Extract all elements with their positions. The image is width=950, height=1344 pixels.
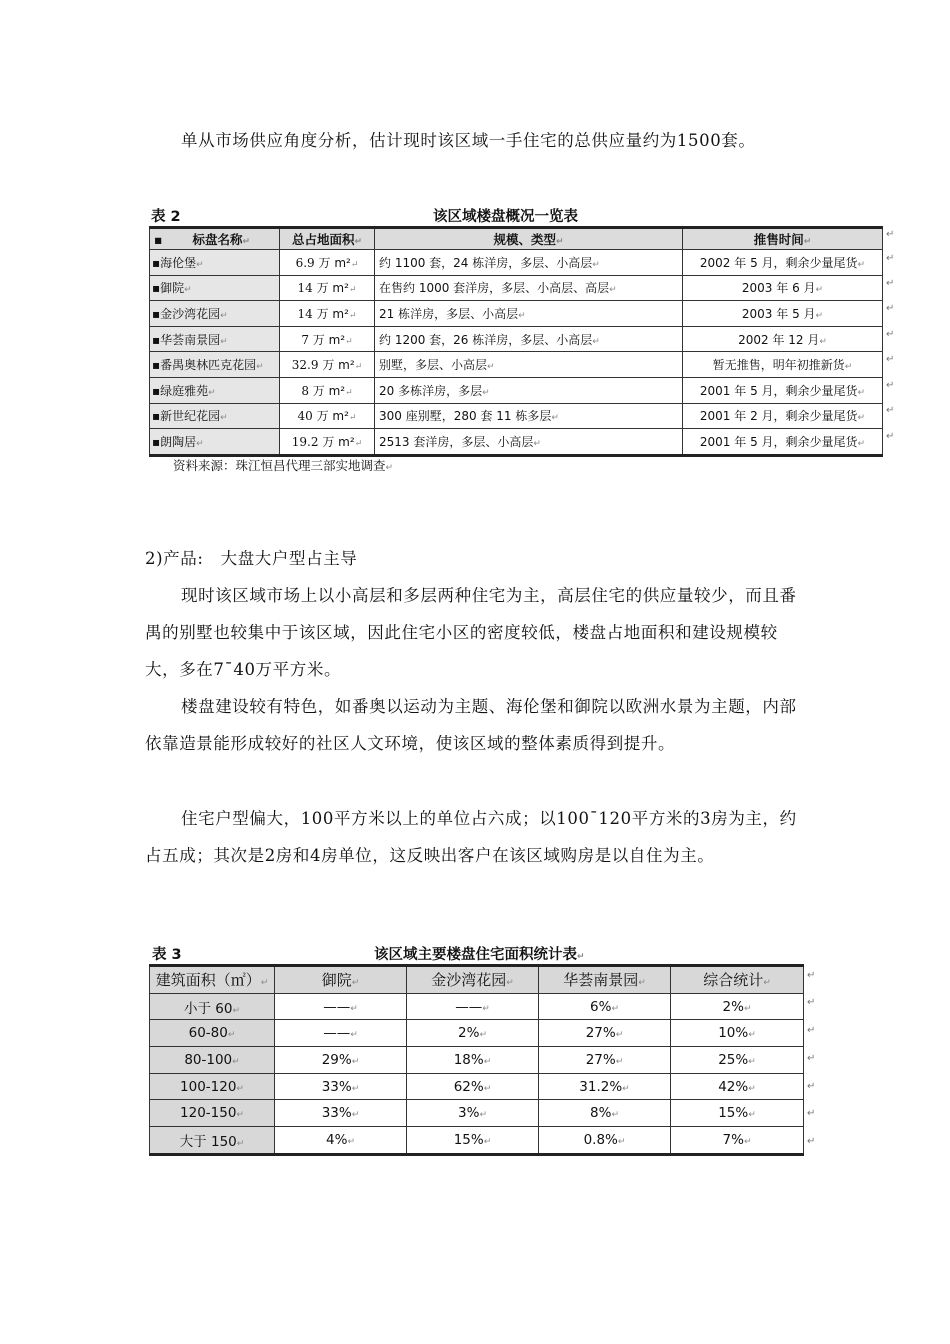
row-end-mark: ↵ — [886, 229, 895, 240]
row-end-mark: ↵ — [807, 1108, 816, 1119]
row-end-mark: ↵ — [886, 405, 895, 416]
table2-project-overview — [149, 226, 883, 457]
row-end-mark: ↵ — [886, 303, 895, 314]
row-end-mark: ↵ — [807, 970, 816, 981]
row-end-mark: ↵ — [886, 278, 895, 289]
table2-header-scale: 规模、类型↵ — [375, 228, 683, 250]
table-row: 80-100↵ 29%↵ 18%↵ 27%↵ 25%↵ — [150, 1047, 804, 1074]
table2-header-row — [150, 228, 883, 250]
row-end-mark: ↵ — [807, 1053, 816, 1064]
row-end-mark: ↵ — [886, 380, 895, 391]
paragraph-unit-types: 住宅户型偏大，100平方米以上的单位占六成；以100¯120平方米的3房为主，约占五成；其次是2房和4房单位，这反映出客户在该区域购房是以自住为主。 — [145, 809, 797, 865]
table-row: 大于 150↵ 4%↵ 15%↵ 0.8%↵ 7%↵ — [150, 1127, 804, 1155]
table-row: 120-150↵ 33%↵ 3%↵ 8%↵ 15%↵ — [150, 1100, 804, 1127]
table3-header-jinshawan: 金沙湾花园↵ — [407, 966, 539, 994]
table-row: ▪金沙湾花园↵ 14 万 m²↵ 21 栋洋房，多层、小高层↵ 2003 年 5 月↵ — [150, 301, 883, 327]
row-end-mark: ↵ — [886, 354, 895, 365]
row-end-mark: ↵ — [886, 253, 895, 264]
table2-header-name: ▪ 标盘名称↵ — [150, 228, 280, 250]
table3-unit-area-stats — [149, 964, 804, 1156]
table3-header-row — [150, 966, 804, 994]
table-row: 60-80↵ ——↵ 2%↵ 27%↵ 10%↵ — [150, 1020, 804, 1047]
table2-source: 资料来源：珠江恒昌代理三部实地调查↵ — [173, 458, 394, 473]
table2-number: 表 2 — [151, 209, 181, 225]
row-end-mark: ↵ — [807, 997, 816, 1008]
paragraph-project-features: 楼盘建设较有特色，如番奥以运动为主题、海伦堡和御院以欧洲水景为主题，内部依靠造景能形成较好的社区人文环境，使该区域的整体素质得到提升。 — [145, 697, 797, 753]
table-row: ▪绿庭雅苑↵ 8 万 m²↵ 20 多栋洋房，多层↵ 2001 年 5 月，剩余少量尾货↵ — [150, 377, 883, 403]
table3-header-area: 建筑面积（㎡）↵ — [150, 966, 275, 994]
table-row: ▪华荟南景园↵ 7 万 m²↵ 约 1200 套，26 栋洋房，多层、小高层↵ 2002 年 12 月↵ — [150, 326, 883, 352]
paragraph-market-structure: 现时该区域市场上以小高层和多层两种住宅为主，高层住宅的供应量较少，而且番禺的别墅也较集中于该区域，因此住宅小区的密度较低，楼盘占地面积和建设规模较大，多在7¯40万平方米。 — [145, 586, 797, 679]
row-end-mark: ↵ — [886, 329, 895, 340]
table3-number: 表 3 — [152, 947, 182, 963]
table2-header-area: 总占地面积↵ — [280, 228, 375, 250]
paragraph-supply-summary: 单从市场供应角度分析，估计现时该区域一手住宅的总供应量约为1500套。 — [181, 131, 756, 150]
table2-title: 该区域楼盘概况一览表 — [433, 209, 578, 225]
row-end-mark: ↵ — [807, 1081, 816, 1092]
table-row: ▪番禺奥林匹克花园↵ 32.9 万 m²↵ 别墅，多层、小高层↵ 暂无推售，明年初推新货↵ — [150, 352, 883, 378]
table-row: ▪御院↵ 14 万 m²↵ 在售约 1000 套洋房，多层、小高层、高层↵ 2003 年 6 月↵ — [150, 275, 883, 301]
table-row: ▪新世纪花园↵ 40 万 m²↵ 300 座别墅，280 套 11 栋多层↵ 2001 年 2 月，剩余少量尾货↵ — [150, 403, 883, 429]
table-row: ▪朗陶居↵ 19.2 万 m²↵ 2513 套洋房，多层、小高层↵ 2001 年 5 月，剩余少量尾货↵ — [150, 429, 883, 456]
row-end-mark: ↵ — [807, 1136, 816, 1147]
table2-header-time: 推售时间↵ — [683, 228, 883, 250]
table3-header-huahui: 华荟南景园↵ — [539, 966, 671, 994]
row-end-mark: ↵ — [807, 1025, 816, 1036]
table-row: 100-120↵ 33%↵ 62%↵ 31.2%↵ 42%↵ — [150, 1073, 804, 1100]
table3-title: 该区域主要楼盘住宅面积统计表↵ — [374, 947, 585, 963]
table3-header-overall: 综合统计↵ — [671, 966, 804, 994]
section-heading-product: 2)产品: 大盘大户型占主导 — [145, 549, 358, 568]
row-end-mark: ↵ — [886, 431, 895, 442]
table-row: 小于 60↵ ——↵ ——↵ 6%↵ 2%↵ — [150, 993, 804, 1020]
table-row: ▪海伦堡↵ 6.9 万 m²↵ 约 1100 套，24 栋洋房，多层、小高层↵ 2002 年 5 月，剩余少量尾货↵ — [150, 250, 883, 276]
table3-header-yuyuan: 御院↵ — [275, 966, 407, 994]
